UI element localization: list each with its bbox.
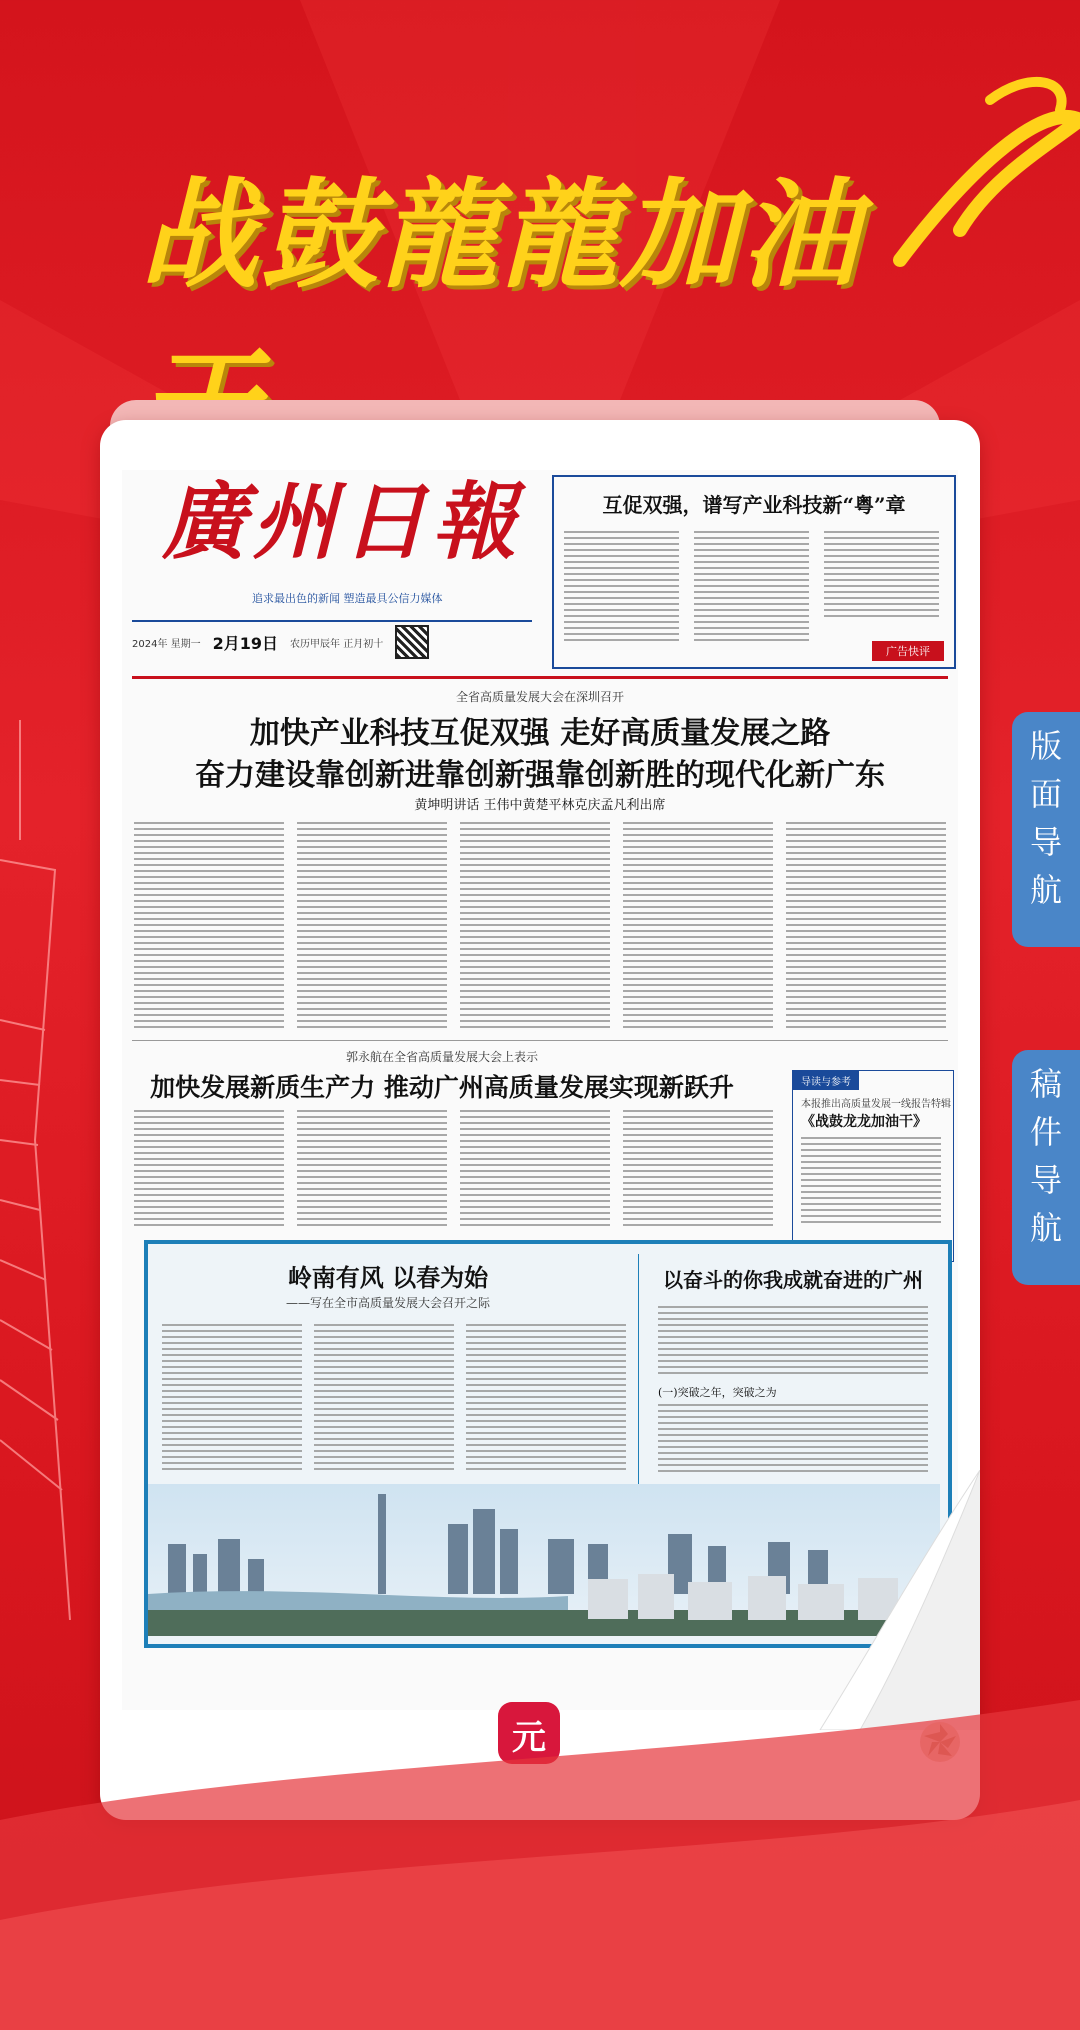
lead-byline: 黄坤明讲话 王伟中黄楚平林克庆孟凡利出席 <box>414 798 666 813</box>
text-column <box>824 531 939 621</box>
text-column <box>297 1110 447 1230</box>
newspaper-logo: 廣州日報 <box>162 472 523 571</box>
top-story-headline: 互促双强，谱写产业科技新“粤”章 <box>602 493 906 517</box>
text-column <box>466 1324 626 1474</box>
top-story-box[interactable] <box>552 475 956 669</box>
divider-rule <box>132 1040 948 1041</box>
app-logo-icon[interactable]: 元 <box>498 1702 560 1764</box>
text-column <box>134 822 284 1032</box>
lead-kicker: 全省高质量发展大会在深圳召开 <box>455 690 624 704</box>
second-headline[interactable]: 加快发展新质生产力 推动广州高质量发展实现新跃升 <box>150 1073 734 1102</box>
issue-date: 2月19日 <box>212 633 279 653</box>
masthead-slogan: 追求最出色的新闻 塑造最具公信力媒体 <box>252 592 443 605</box>
banner-title <box>140 120 940 320</box>
canton-tower-graphic <box>0 720 90 1620</box>
text-column <box>460 822 610 1032</box>
divider-rule <box>132 676 948 679</box>
second-kicker: 郭永航在全省高质量发展大会上表示 <box>345 1050 538 1064</box>
text-column <box>134 1110 284 1230</box>
text-column <box>460 1110 610 1230</box>
text-column <box>694 531 809 641</box>
feature-right-kicker: (一)突破之年，突破之为 <box>658 1386 777 1399</box>
feature-divider <box>638 1254 639 1484</box>
text-column <box>623 1110 773 1230</box>
banner-title-text: 战鼓龍龍加油 <box>140 165 861 304</box>
text-column <box>786 822 946 1032</box>
lead-headline-2[interactable]: 奋力建设靠创新进靠创新强靠创新胜的现代化新广东 <box>195 758 885 793</box>
lead-headline-1[interactable]: 加快产业科技互促双强 走好高质量发展之路 <box>249 716 831 751</box>
date-bar <box>132 620 532 662</box>
lunar-date: 农历甲辰年 正月初十 <box>290 638 384 650</box>
text-column <box>658 1306 928 1376</box>
qr-code-icon <box>395 625 429 659</box>
page-navigation-tab[interactable]: 版 面 导 航 <box>1012 712 1080 947</box>
feature-subhead: ——写在全市高质量发展大会召开之际 <box>285 1296 490 1310</box>
text-column <box>658 1404 928 1474</box>
article-navigation-tab[interactable]: 稿 件 导 航 <box>1012 1050 1080 1285</box>
bottom-swoosh-decoration <box>0 1700 1080 2030</box>
feature-headline[interactable]: 岭南有风 以春为始 <box>287 1263 489 1292</box>
sidebar-title: 《战鼓龙龙加油干》 <box>801 1114 927 1130</box>
text-column <box>623 822 773 1032</box>
sidebar-label: 导读与参考 <box>793 1071 859 1090</box>
text-column <box>162 1324 302 1474</box>
text-column <box>297 822 447 1032</box>
text-column <box>314 1324 454 1474</box>
feature-right-headline[interactable]: 以奋斗的你我成就奋进的广州 <box>663 1268 923 1292</box>
page-turn-curl[interactable] <box>800 1470 980 1730</box>
masthead <box>162 472 532 610</box>
year-weekday: 2024年 星期一 <box>132 638 201 650</box>
newspaper-card[interactable] <box>100 420 980 1820</box>
sidebar-subtitle: 本报推出高质量发展一线报告特辑 <box>801 1099 951 1110</box>
text-column <box>564 531 679 641</box>
ad-commentary-tag: 广告快评 <box>872 641 944 661</box>
sidebar-guide-box[interactable] <box>792 1070 954 1262</box>
text-column <box>801 1137 941 1227</box>
calligraphy-swirl-decoration <box>840 60 1080 320</box>
